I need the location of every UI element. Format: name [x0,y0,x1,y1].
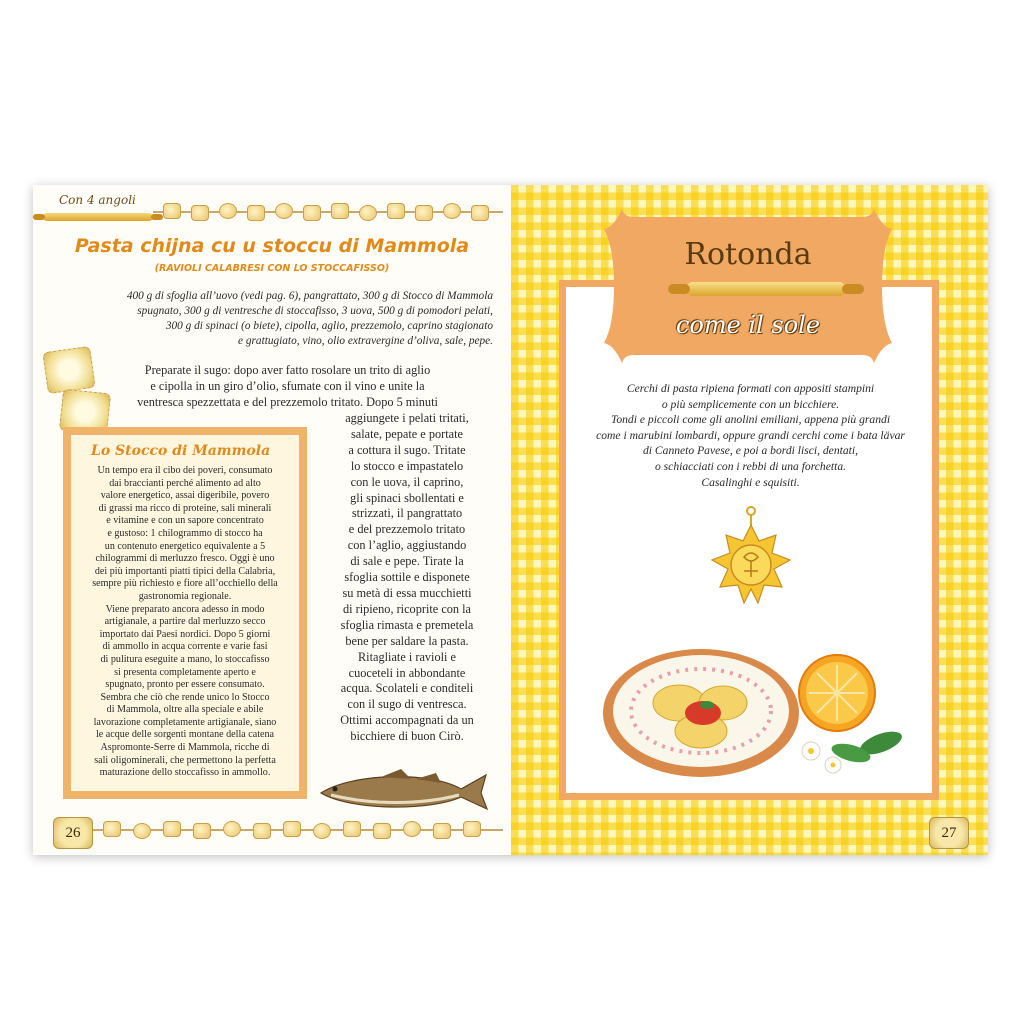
info-box [63,427,307,799]
rolling-pin-icon [686,282,846,296]
info-box-text: Un tempo era il cibo dei poveri, consumato dai braccianti perché alimento ad alto valore energetico, assai digeribile, povero di grassi ma ricco di proteine, sali minerali e vitamine e con un sapore concentrato e gustoso: 1 chilogrammo di stocco ha un contenuto energetico equivalente a 5 chilogrammi di merluzzo fresco. Oggi è uno dei più importanti piatti tipici della Calabria, sempre più richiesto e fiore all’occhiello della gastronomia regionale. Viene preparato ancora adesso in modo artigianale, a partire dal merluzzo secco importato dai Paesi nordici. Dopo 5 giorni di ammollo in acqua corrente e varie fasi di pulitura eseguite a mano, lo stoccafisso si presenta completamente aperto e spugnato, pronto per essere consumato. Sembra che ciò che rende unico lo Stocco di Mammola, oltre alla speciale e abile lavorazione completamente artigianale, siano le acque delle sorgenti montane della catena Aspromonte-Serre di Mammola, ricche di sali oligominerali, che permettono la perfetta maturazione dello stoccafisso in ammollo. [92,465,278,779]
rolling-pin-icon [43,213,153,221]
method-text-column: aggiungete i pelati tritati, salate, pepate e portate a cottura il sugo. Tritate lo stocco e impastatelo con le uova, il caprino, gli spinaci sbollentati e strizzati, il pangrattato e del prezzemolo tritato con l’aglio, aggiustando di sale e pepe. Tirate la sfoglia sottile e disponete su metà di essa mucchietti di ripieno, ricoprite con la sfoglia rimasta e premetela bene per saldare la pasta. Ritagliate i ravioli e cuoceteli in abbondante acqua. Scolateli e conditeli con il sugo di ventresca. Ottimi accompagnati da un bicchiere di buon Cirò. [340,411,474,744]
intro-text: Cerchi di pasta ripiena formati con appositi stampini o più semplicemente con un bicchiere. Tondi e piccoli come gli anolini emiliani, appena più grandi come i marubini lombardi, oppure grandi cerchi come i bata lävar di Canneto Pavese, e poi a bordi lisci, dentati, o schiacciati con i rebbi di una forchetta. Casalinghi e squisiti. [596,382,905,489]
section-tag: Con 4 angoli [59,193,136,207]
left-page [33,185,511,855]
recipe-subtitle: (RAVIOLI CALABRESI CON LO STOCCAFISSO) [154,263,390,274]
ravioli-icon [41,345,111,435]
ravioli-plate-icon [601,633,911,783]
info-box-title: Lo Stocco di Mammola [91,443,271,459]
page-title: Rotonda [684,237,812,272]
sun-stamp-icon [706,505,796,620]
recipe-title: Pasta chijna cu u stoccu di Mammola [74,235,470,257]
ingredients: 400 g di sfoglia all’uovo (vedi pag. 6), pangrattato, 300 g di Stocco di Mammola spugnato, 300 g di ventresche di stoccafisso, 3 uova, 500 g di pomodori pelati, 300 g di spinaci (o biete), cipolla, aglio, prezzemolo, caprino stagionato e grattugiato, vino, olio extravergine d’oliva, sale, pepe. [126,290,493,347]
fish-icon [311,765,491,815]
page-number-left: 26 [53,817,93,849]
book-spread [33,185,988,855]
page-number-right: 27 [929,817,969,849]
method-text-top: Preparate il sugo: dopo aver fatto rosolare un trito di aglio e cipolla in un giro d’olio, sfumate con il vino e unite la ventresca spezzettata e del prezzemolo tritato. Dopo 5 minuti [137,363,438,409]
right-page [511,185,988,855]
page-subtitle: come il sole [675,311,821,339]
